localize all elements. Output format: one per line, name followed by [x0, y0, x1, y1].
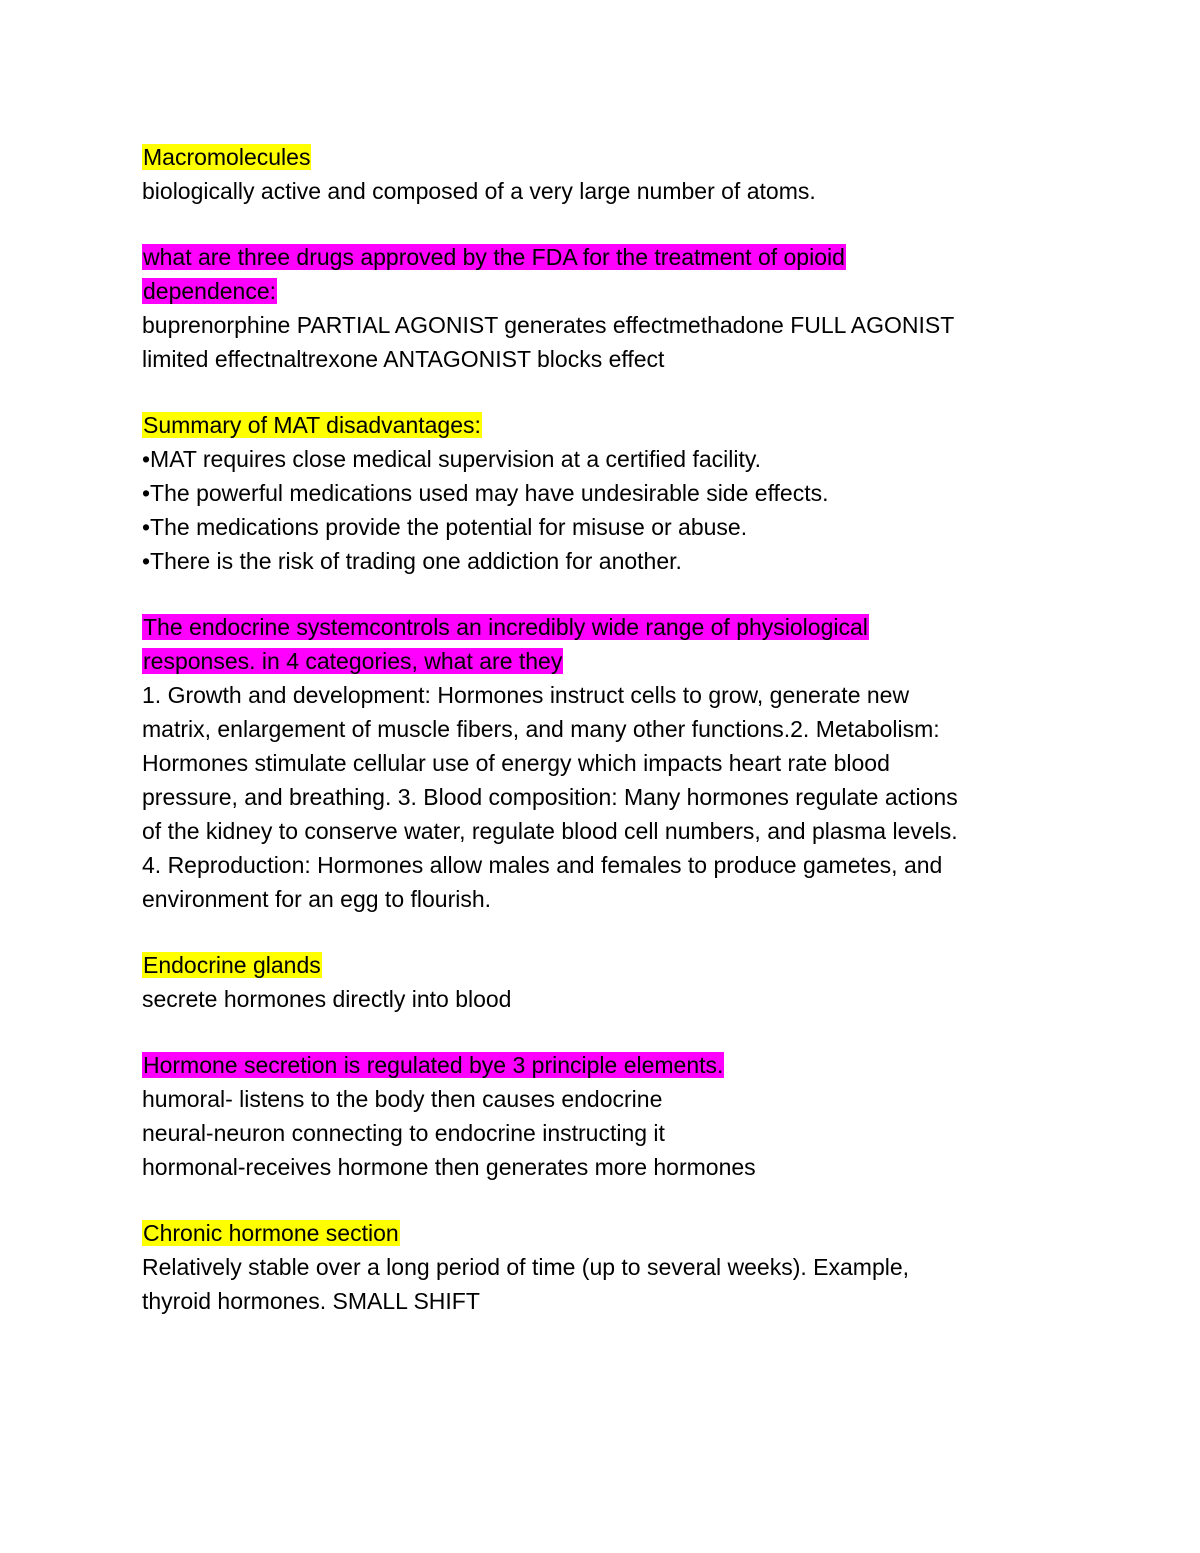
section-heading: Hormone secretion is regulated bye 3 principle elements.	[143, 1052, 724, 1078]
bullet-item: •There is the risk of trading one addiction for another.	[142, 548, 682, 574]
section-body-line: limited effectnaltrexone ANTAGONIST blocks effect	[142, 346, 665, 372]
section-body-line: Hormones stimulate cellular use of energy which impacts heart rate blood	[142, 750, 890, 776]
section-heading: Macromolecules	[143, 144, 311, 170]
section-heading: dependence:	[143, 278, 277, 304]
section-body-line: thyroid hormones. SMALL SHIFT	[142, 1288, 480, 1314]
section-opioid-drugs	[142, 240, 1062, 376]
section-body-line: secrete hormones directly into blood	[142, 986, 512, 1012]
document-content	[142, 140, 1062, 1318]
section-body-line: 1. Growth and development: Hormones instruct cells to grow, generate new	[142, 682, 910, 708]
section-heading: Chronic hormone section	[143, 1220, 399, 1246]
section-body-line: hormonal-receives hormone then generates more hormones	[142, 1154, 756, 1180]
section-body-line: environment for an egg to flourish.	[142, 886, 492, 912]
section-body-line: matrix, enlargement of muscle fibers, and many other functions.2. Metabolism:	[142, 716, 940, 742]
section-body-line: buprenorphine PARTIAL AGONIST generates effectmethadone FULL AGONIST	[142, 312, 955, 338]
section-body-line: 4. Reproduction: Hormones allow males and females to produce gametes, and	[142, 852, 943, 878]
section-chronic-hormone	[142, 1216, 1062, 1318]
section-body-line: pressure, and breathing. 3. Blood composition: Many hormones regulate actions	[142, 784, 958, 810]
section-macromolecules	[142, 140, 1062, 208]
bullet-item: •The powerful medications used may have undesirable side effects.	[142, 480, 829, 506]
bullet-item: •MAT requires close medical supervision at a certified facility.	[142, 446, 762, 472]
section-body-line: humoral- listens to the body then causes endocrine	[142, 1086, 663, 1112]
bullet-item: •The medications provide the potential for misuse or abuse.	[142, 514, 748, 540]
section-heading: Summary of MAT disadvantages:	[143, 412, 481, 438]
section-endocrine-glands	[142, 948, 1062, 1016]
section-heading: what are three drugs approved by the FDA for the treatment of opioid	[143, 244, 845, 270]
section-body-line: Relatively stable over a long period of time (up to several weeks). Example,	[142, 1254, 910, 1280]
section-heading: responses. in 4 categories, what are they	[143, 648, 563, 674]
section-mat-disadvantages	[142, 408, 1062, 578]
section-body-line: neural-neuron connecting to endocrine instructing it	[142, 1120, 665, 1146]
section-heading: Endocrine glands	[143, 952, 321, 978]
section-body-line: biologically active and composed of a very large number of atoms.	[142, 178, 816, 204]
section-endocrine-system	[142, 610, 1062, 916]
section-heading: The endocrine systemcontrols an incredibly wide range of physiological	[143, 614, 868, 640]
section-body-line: of the kidney to conserve water, regulate blood cell numbers, and plasma levels.	[142, 818, 958, 844]
section-hormone-secretion	[142, 1048, 1062, 1184]
